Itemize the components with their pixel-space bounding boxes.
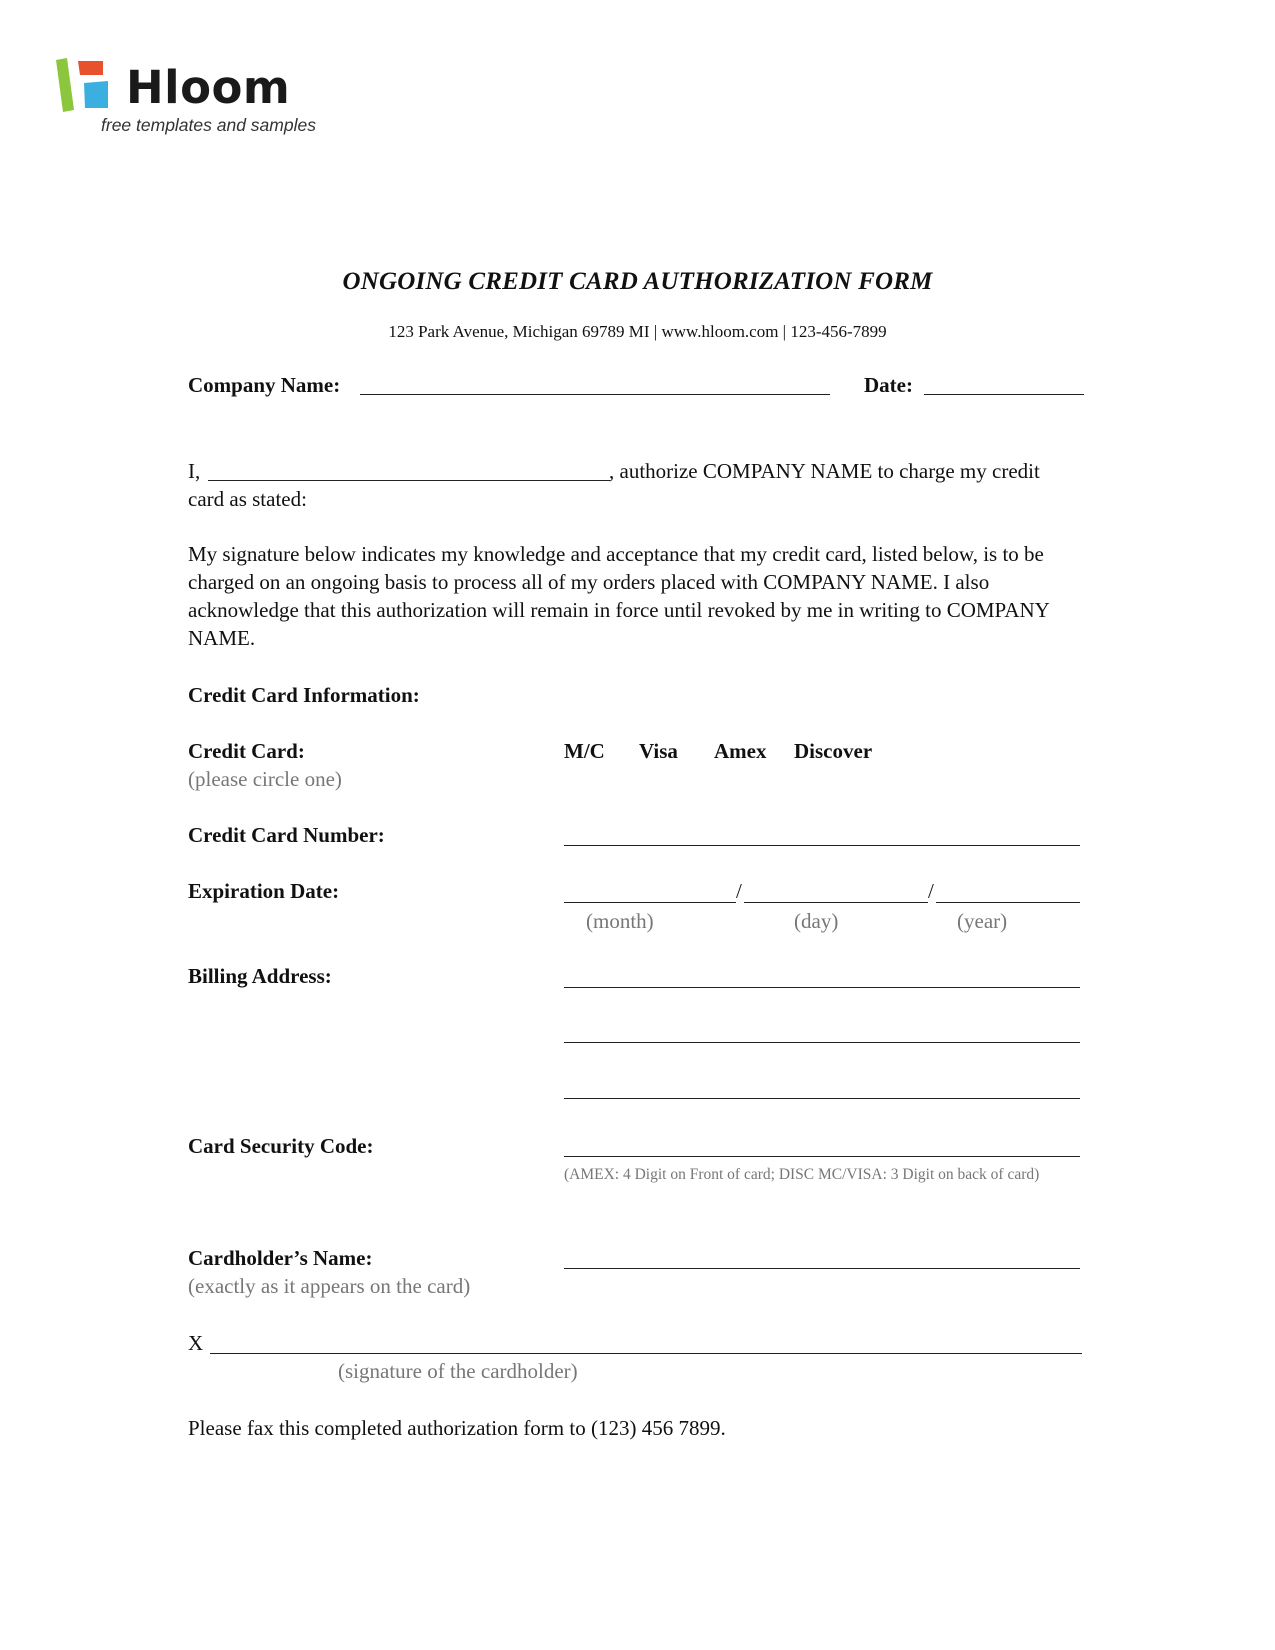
fax-instructions: Please fax this completed authorization form to (123) 456 7899. [188,1416,726,1440]
date-label: Date: [864,373,913,397]
billing-address-line-1[interactable] [564,987,1080,988]
expiration-label: Expiration Date: [188,879,340,903]
signature-mark: X [188,1331,204,1355]
credit-card-hint: (please circle one) [188,767,342,791]
company-name-field[interactable] [360,394,830,395]
expiration-month-field[interactable] [564,902,736,903]
company-name-label: Company Name: [188,373,341,397]
authorize-suffix: , authorize COMPANY NAME to charge my credit [609,459,1040,483]
security-code-field[interactable] [564,1156,1080,1157]
card-option-mc[interactable]: M/C [564,739,605,763]
card-option-visa[interactable]: Visa [639,739,678,763]
signature-field[interactable] [210,1353,1082,1354]
expiration-day-hint: (day) [794,909,839,933]
card-number-label: Credit Card Number: [188,823,385,847]
authorize-prefix: I, [188,459,201,483]
hloom-logo-mark [56,58,116,114]
logo-wordmark: Hloom [126,61,291,114]
cardholder-name-hint: (exactly as it appears on the card) [188,1274,471,1298]
expiration-year-field[interactable] [936,902,1080,903]
cardholder-name-field[interactable] [564,1268,1080,1269]
card-type-options [564,738,894,764]
billing-address-line-2[interactable] [564,1042,1080,1043]
section-title: Credit Card Information: [188,683,420,707]
form-title: ONGOING CREDIT CARD AUTHORIZATION FORM [342,268,933,295]
card-option-discover[interactable]: Discover [794,739,873,763]
expiration-separator-2: / [928,879,934,903]
company-address: 123 Park Avenue, Michigan 69789 MI | www.hloom.com | 123-456-7899 [388,322,887,341]
security-code-label: Card Security Code: [188,1134,374,1158]
expiration-day-field[interactable] [744,902,928,903]
card-option-amex[interactable]: Amex [714,739,767,763]
date-field[interactable] [924,394,1084,395]
expiration-year-hint: (year) [957,909,1008,933]
signature-hint: (signature of the cardholder) [338,1359,578,1383]
billing-address-line-3[interactable] [564,1098,1080,1099]
billing-address-label: Billing Address: [188,964,332,988]
authorize-line2: card as stated: [188,487,307,511]
cardholder-name-label: Cardholder’s Name: [188,1246,373,1270]
hloom-logo [56,58,346,143]
expiration-month-hint: (month) [586,909,654,933]
authorizer-name-field[interactable] [208,480,610,481]
card-number-field[interactable] [564,845,1080,846]
expiration-separator-1: / [736,879,742,903]
security-code-hint: (AMEX: 4 Digit on Front of card; DISC MC/VISA: 3 Digit on back of card) [564,1166,1040,1183]
acknowledgement-paragraph: My signature below indicates my knowledge and acceptance that my credit card, listed below, is to be charged on an ongoing basis to process all of my orders placed with COMPANY NAME. I also acknowledge that this authorization will remain in force until revoked by me in writing to COMPANY NAME. [188,542,1050,650]
credit-card-label: Credit Card: [188,739,305,763]
logo-tagline: free templates and samples [101,115,316,135]
